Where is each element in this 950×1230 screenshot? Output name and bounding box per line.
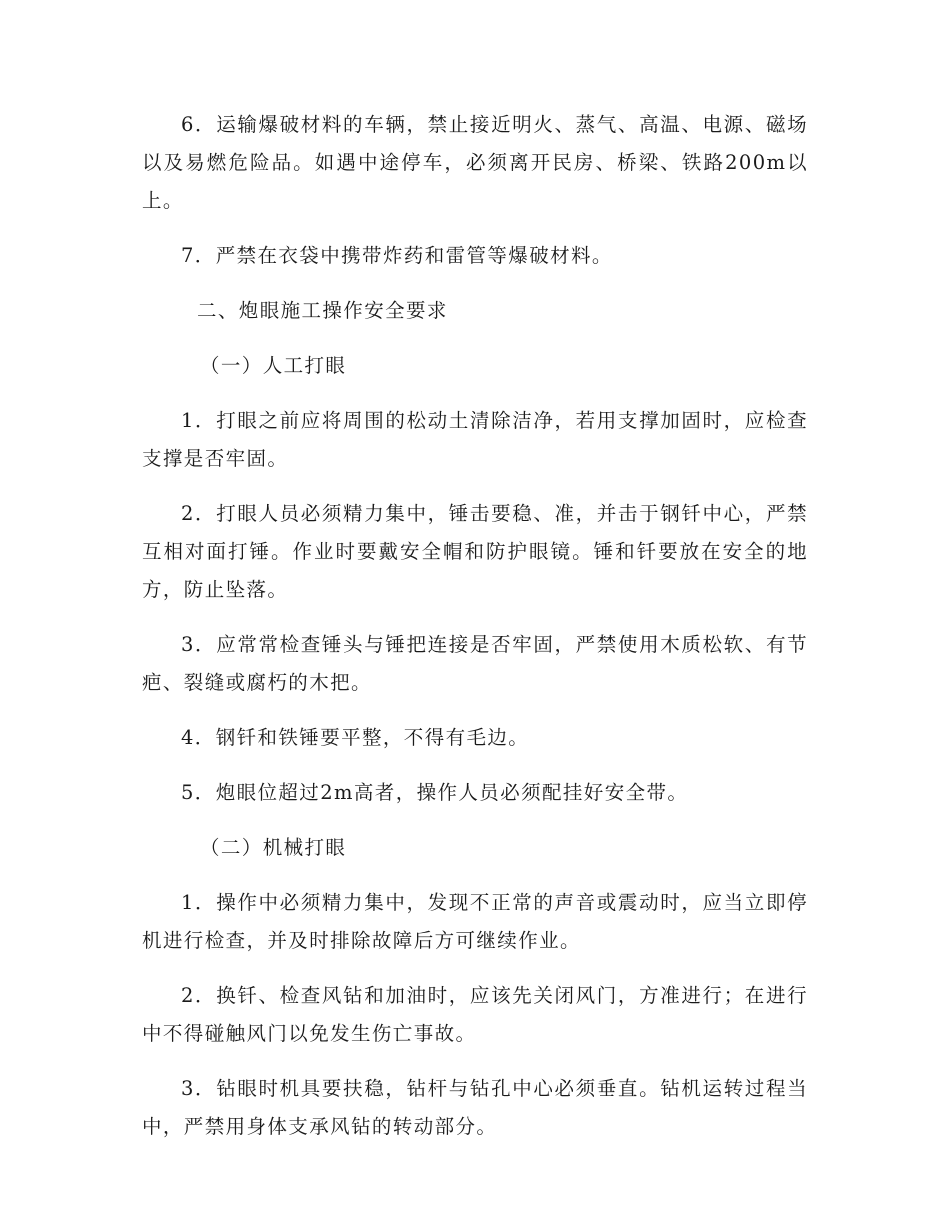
paragraph-mechanical-1: 1．操作中必须精力集中，发现不正常的声音或震动时，应当立即停机进行检查，并及时排除故障后方可继续作业。	[142, 891, 808, 952]
paragraph-manual-4: 4．钢钎和铁锤要平整，不得有毛边。	[181, 726, 530, 749]
subsection-heading-manual: （一）人工打眼	[200, 354, 347, 377]
paragraph-item-7: 7．严禁在衣袋中携带炸药和雷管等爆破材料。	[181, 244, 613, 267]
paragraph-manual-3: 3．应常常检查锤头与锤把连接是否牢固，严禁使用木质松软、有节疤、裂缝或腐朽的木把。	[142, 633, 808, 694]
document-body	[142, 106, 808, 1163]
paragraph-mechanical-2: 2．换钎、检查风钻和加油时，应该先关闭风门，方准进行；在进行中不得碰触风门以免发生伤亡事故。	[142, 984, 808, 1045]
paragraph-manual-2: 2．打眼人员必须精力集中，锤击要稳、准，并击于钢钎中心，严禁互相对面打锤。作业时要戴安全帽和防护眼镜。锤和钎要放在安全的地方，防止坠落。	[142, 502, 808, 601]
paragraph-manual-1: 1．打眼之前应将周围的松动土清除洁净，若用支撑加固时，应检查支撑是否牢固。	[142, 409, 808, 470]
paragraph-manual-5: 5．炮眼位超过2m高者，操作人员必须配挂好安全带。	[181, 781, 689, 804]
paragraph-mechanical-3: 3．钻眼时机具要扶稳，钻杆与钻孔中心必须垂直。钻机运转过程当中，严禁用身体支承风钻的转动部分。	[142, 1077, 808, 1138]
subsection-heading-mechanical: （二）机械打眼	[200, 836, 347, 859]
paragraph-item-6: 6．运输爆破材料的车辆，禁止接近明火、蒸气、高温、电源、磁场以及易燃危险品。如遇中途停车，必须离开民房、桥梁、铁路200m以上。	[142, 113, 808, 212]
section-heading: 二、炮眼施工操作安全要求	[197, 299, 448, 322]
